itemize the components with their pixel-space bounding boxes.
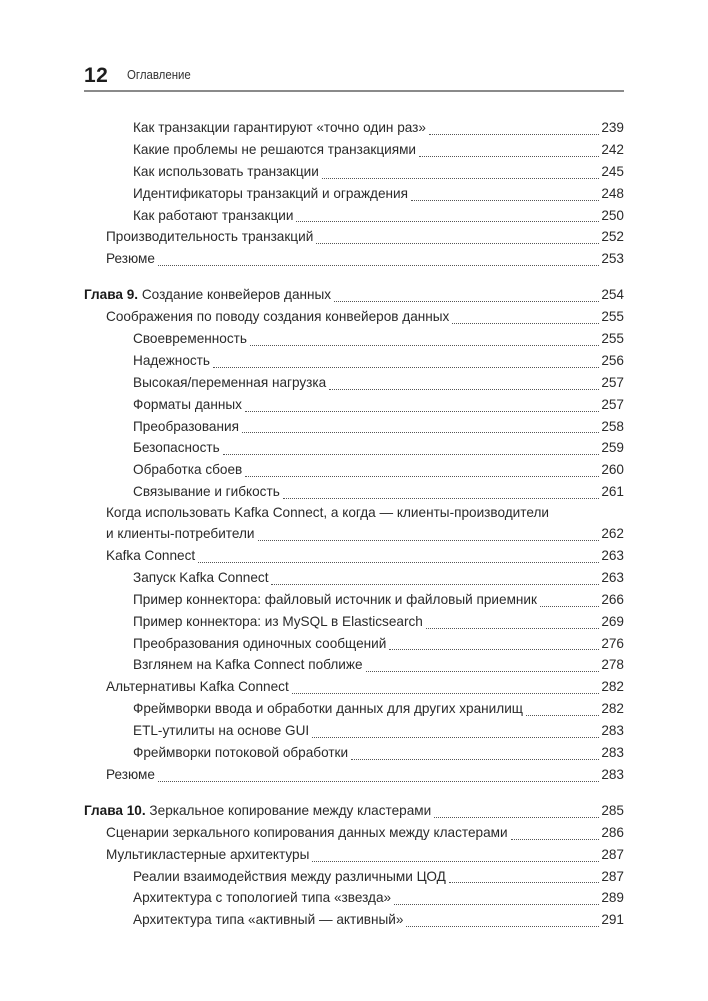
toc-entry-page: 282 bbox=[601, 679, 624, 695]
running-title: Оглавление bbox=[127, 67, 191, 82]
toc-entry-page: 289 bbox=[601, 890, 624, 906]
toc-entry[interactable] bbox=[84, 459, 624, 481]
leader-dots bbox=[296, 221, 599, 222]
toc-chapter-9[interactable] bbox=[84, 284, 624, 306]
leader-dots bbox=[434, 817, 599, 818]
toc-entry-page: 245 bbox=[601, 163, 624, 179]
leader-dots bbox=[449, 882, 599, 883]
toc-entry-title: Kafka Connect bbox=[106, 548, 196, 564]
toc-entry[interactable] bbox=[84, 481, 624, 503]
toc-entry[interactable] bbox=[84, 328, 624, 350]
toc-entry-title: Как работают транзакции bbox=[133, 207, 294, 223]
toc-entry-page: 250 bbox=[601, 207, 624, 223]
leader-dots bbox=[452, 323, 599, 324]
toc-entry-title: Сценарии зеркального копирования данных между кластерами bbox=[106, 824, 508, 840]
toc-entry-title: Альтернативы Kafka Connect bbox=[106, 679, 289, 695]
toc-entry-title: Пример коннектора: из MySQL в Elasticsearch bbox=[133, 613, 423, 629]
toc-entry[interactable] bbox=[84, 611, 624, 633]
toc-entry[interactable] bbox=[84, 394, 624, 416]
toc-entry-page: 261 bbox=[601, 484, 624, 500]
toc-entry-page: 255 bbox=[601, 309, 624, 325]
toc-entry[interactable] bbox=[84, 139, 624, 161]
leader-dots bbox=[242, 432, 599, 433]
toc-entry[interactable] bbox=[84, 161, 624, 183]
toc-entry[interactable] bbox=[84, 866, 624, 888]
toc-entry-title: Связывание и гибкость bbox=[133, 484, 280, 500]
toc-entry-wrapped-line1[interactable]: Когда использовать Kafka Connect, а когда — клиенты-производители bbox=[106, 505, 549, 521]
toc-entry[interactable] bbox=[84, 698, 624, 720]
toc-entry-title: и клиенты-потребители bbox=[106, 526, 255, 542]
toc-entry-page: 269 bbox=[601, 613, 624, 629]
toc-entry[interactable] bbox=[84, 117, 624, 139]
toc-entry-title: Соображения по поводу создания конвейеров данных bbox=[106, 309, 450, 325]
leader-dots bbox=[351, 759, 599, 760]
toc-entry[interactable] bbox=[84, 887, 624, 909]
leader-dots bbox=[158, 781, 599, 782]
leader-dots bbox=[198, 562, 599, 563]
toc-entry-title: Идентификаторы транзакций и ограждения bbox=[133, 185, 409, 201]
toc-entry-title: Реалии взаимодействия между различными ЦОД bbox=[133, 868, 446, 884]
toc-entry[interactable] bbox=[84, 248, 624, 270]
toc-entry[interactable] bbox=[84, 633, 624, 655]
leader-dots bbox=[322, 178, 599, 179]
leader-dots bbox=[213, 367, 599, 368]
leader-dots bbox=[250, 345, 599, 346]
toc-entry-page: 291 bbox=[601, 912, 624, 928]
leader-dots bbox=[389, 649, 599, 650]
leader-dots bbox=[223, 454, 600, 455]
toc-entry-page: 262 bbox=[601, 526, 624, 542]
toc-entry-page: 239 bbox=[601, 120, 624, 135]
toc-entry-title: Архитектура с топологией типа «звезда» bbox=[133, 890, 392, 906]
toc-entry-title: Резюме bbox=[106, 251, 155, 267]
toc-entry-page: 283 bbox=[601, 745, 624, 761]
leader-dots bbox=[283, 498, 600, 499]
toc-entry-page: 285 bbox=[601, 802, 624, 818]
toc-entry[interactable] bbox=[84, 437, 624, 459]
leader-dots bbox=[329, 389, 599, 390]
toc-entry[interactable] bbox=[84, 183, 624, 205]
toc-entry-page: 259 bbox=[601, 440, 624, 456]
toc-entry-page: 278 bbox=[601, 657, 624, 673]
toc-entry-page: 286 bbox=[601, 824, 624, 840]
toc-entry-page: 258 bbox=[601, 418, 624, 434]
page-number: 12 bbox=[84, 64, 109, 87]
toc-entry[interactable] bbox=[84, 523, 624, 545]
toc-entry[interactable] bbox=[84, 654, 624, 676]
leader-dots bbox=[312, 861, 599, 862]
toc-entry[interactable] bbox=[84, 742, 624, 764]
toc-entry-title: Производительность транзакций bbox=[106, 229, 314, 245]
toc-entry-page: 287 bbox=[601, 846, 624, 862]
toc-chapter-10[interactable] bbox=[84, 800, 624, 822]
leader-dots bbox=[394, 904, 599, 905]
leader-dots bbox=[429, 134, 599, 135]
leader-dots bbox=[258, 540, 600, 541]
toc-entry-page: 260 bbox=[601, 462, 624, 478]
toc-entry[interactable] bbox=[84, 567, 624, 589]
toc-entry-page: 252 bbox=[601, 229, 624, 245]
toc-entry-title: Как транзакции гарантируют «точно один раз» bbox=[133, 120, 426, 135]
leader-dots bbox=[366, 671, 600, 672]
leader-dots bbox=[406, 926, 599, 927]
leader-dots bbox=[312, 737, 599, 738]
toc-entry-page: 253 bbox=[601, 251, 624, 267]
toc-entry-title: Надежность bbox=[133, 352, 210, 368]
toc-entry-title: Какие проблемы не решаются транзакциями bbox=[133, 141, 417, 157]
toc-entry[interactable] bbox=[84, 844, 624, 866]
toc-entry-page: 254 bbox=[601, 287, 624, 303]
toc-entry[interactable] bbox=[84, 226, 624, 248]
page-header bbox=[84, 64, 624, 92]
leader-dots bbox=[245, 411, 599, 412]
toc-entry-title: Взглянем на Kafka Connect поближе bbox=[133, 657, 363, 673]
chapter-name: Создание конвейеров данных bbox=[141, 287, 332, 303]
leader-dots bbox=[292, 693, 600, 694]
chapter-label: Глава 10. bbox=[84, 802, 146, 818]
toc-entry-title: Преобразования bbox=[133, 418, 239, 434]
toc-entry-title: Высокая/переменная нагрузка bbox=[133, 374, 327, 390]
toc-entry-title: Архитектура типа «активный — активный» bbox=[133, 912, 404, 928]
toc-entry[interactable] bbox=[84, 416, 624, 438]
toc-entry-page: 242 bbox=[601, 141, 624, 157]
toc-entry[interactable] bbox=[84, 350, 624, 372]
toc-chapter-title bbox=[84, 284, 331, 306]
toc-entry-title: Обработка сбоев bbox=[133, 462, 243, 478]
toc-entry-page: 287 bbox=[601, 868, 624, 884]
toc-entry[interactable] bbox=[84, 822, 624, 844]
toc-entry-page: 257 bbox=[601, 374, 624, 390]
table-of-contents bbox=[84, 117, 624, 931]
toc-entry[interactable] bbox=[84, 589, 624, 611]
toc-entry-page: 276 bbox=[601, 635, 624, 651]
leader-dots bbox=[334, 301, 599, 302]
toc-entry[interactable] bbox=[84, 545, 624, 567]
toc-entry[interactable] bbox=[84, 720, 624, 742]
toc-entry-title: Фреймворки потоковой обработки bbox=[133, 745, 349, 761]
toc-entry-title: Как использовать транзакции bbox=[133, 163, 319, 179]
toc-entry[interactable] bbox=[84, 764, 624, 786]
chapter-name: Зеркальное копирование между кластерами bbox=[149, 802, 432, 818]
toc-entry-page: 257 bbox=[601, 396, 624, 412]
leader-dots bbox=[271, 584, 599, 585]
toc-entry[interactable] bbox=[84, 306, 624, 328]
toc-entry-title: Мультикластерные архитектуры bbox=[106, 846, 310, 862]
toc-chapter-title bbox=[84, 800, 431, 822]
toc-entry-page: 283 bbox=[601, 766, 624, 782]
toc-entry-page: 248 bbox=[601, 185, 624, 201]
leader-dots bbox=[245, 476, 599, 477]
toc-entry-title: Форматы данных bbox=[133, 396, 242, 412]
toc-entry-page: 283 bbox=[601, 723, 624, 739]
leader-dots bbox=[419, 156, 599, 157]
toc-entry-page: 263 bbox=[601, 569, 624, 585]
toc-entry[interactable] bbox=[84, 372, 624, 394]
leader-dots bbox=[426, 628, 599, 629]
leader-dots bbox=[316, 243, 599, 244]
toc-entry-page: 266 bbox=[601, 591, 624, 607]
toc-entry-page: 255 bbox=[601, 331, 624, 347]
toc-entry[interactable] bbox=[84, 205, 624, 227]
toc-entry-title: Запуск Kafka Connect bbox=[133, 569, 269, 585]
leader-dots bbox=[540, 606, 599, 607]
toc-entry-page: 263 bbox=[601, 548, 624, 564]
leader-dots bbox=[526, 715, 599, 716]
toc-entry-title: Преобразования одиночных сообщений bbox=[133, 635, 387, 651]
leader-dots bbox=[511, 839, 600, 840]
leader-dots bbox=[411, 200, 599, 201]
toc-entry-title: Фреймворки ввода и обработки данных для других хранилищ bbox=[133, 701, 523, 717]
toc-entry-page: 256 bbox=[601, 352, 624, 368]
toc-entry-title: Резюме bbox=[106, 766, 155, 782]
toc-entry-title: Своевременность bbox=[133, 331, 247, 347]
toc-entry-title: ETL-утилиты на основе GUI bbox=[133, 723, 310, 739]
toc-entry-title: Безопасность bbox=[133, 440, 220, 456]
toc-entry-page: 282 bbox=[601, 701, 624, 717]
toc-entry[interactable] bbox=[84, 676, 624, 698]
chapter-label: Глава 9. bbox=[84, 287, 139, 303]
leader-dots bbox=[158, 265, 599, 266]
toc-entry[interactable] bbox=[84, 909, 624, 931]
toc-entry-title: Пример коннектора: файловый источник и файловый приемник bbox=[133, 591, 537, 607]
